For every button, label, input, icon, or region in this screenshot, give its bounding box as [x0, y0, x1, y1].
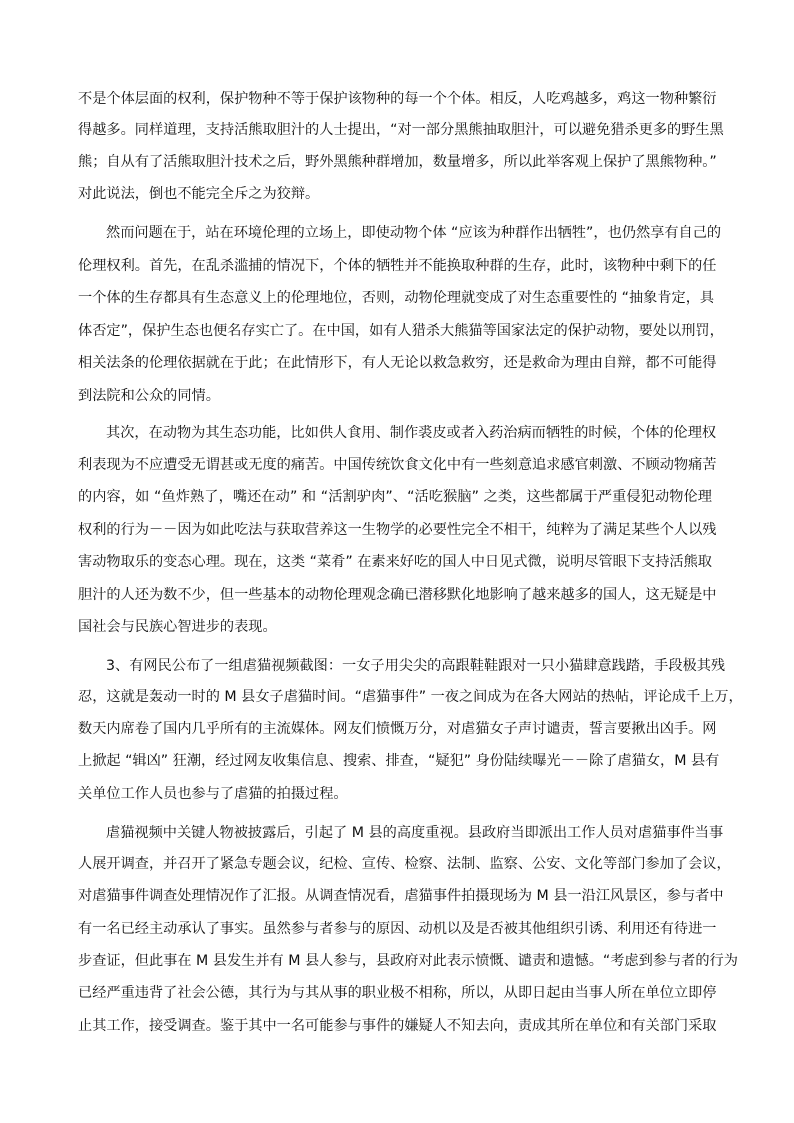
- text-line: 上掀起 “辑凶” 狂潮，经过网友收集信息、搜索、排查，“疑犯” 身份陆续曝光－－除了虐猫女，M 县有: [78, 753, 720, 769]
- text-line: 到法院和公众的同情。: [78, 388, 220, 404]
- text-line: 数天内席卷了国内几乎所有的主流媒体。网友们愤慨万分，对虐猫女子声讨谴责，誓言要揪出凶手。网: [78, 721, 717, 737]
- text-line: 关单位工作人员也参与了虐猫的拍摄过程。: [78, 786, 348, 802]
- text-line: 虐猫视频中关键人物被披露后，引起了 M 县的高度重视。县政府当即派出工作人员对虐猫事件当事: [106, 825, 724, 841]
- text-line: 有一名已经主动承认了事实。虽然参与者参与的原因、动机以及是否被其他组织引诱、利用还有待进一: [78, 921, 717, 937]
- text-line: 胆汁的人还为数不少，但一些基本的动物伦理观念确已潜移默化地影响了越来越多的国人，这无疑是中: [78, 587, 717, 603]
- text-line: 人展开调查，并召开了紧急专题会议，纪检、宣传、检察、法制、监察、公安、文化等部门参加了会议，: [78, 856, 731, 872]
- text-line: 其次，在动物为其生态功能，比如供人食用、制作裘皮或者入药治病而牺牲的时候，个体的伦理权: [106, 425, 717, 441]
- text-line: 已经严重违背了社会公德，其行为与其从事的职业极不相称，所以，从即日起由当事人所在单位立即停: [78, 985, 717, 1001]
- text-line: 伦理权利。首先，在乱杀滥捕的情况下，个体的牺牲并不能换取种群的生存，此时，该物种中剩下的任: [78, 258, 717, 274]
- text-line: 3、有网民公布了一组虐猫视频截图：一女子用尖尖的高跟鞋鞋跟对一只小猫肆意践踏，手段极其残: [106, 658, 726, 674]
- text-line: 然而问题在于，站在环境伦理的立场上，即使动物个体 “应该为种群作出牺牲”，也仍然享有自己的: [106, 225, 722, 241]
- text-line: 对虐猫事件调查处理情况作了汇报。从调查情况看，虐猫事件拍摄现场为 M 县一沿江风景区，参与者中: [78, 888, 724, 904]
- text-line: 相关法条的伦理依据就在于此；在此情形下，有人无论以救急救穷，还是救命为理由自辩，都不可能得: [78, 355, 717, 371]
- text-line: 的内容，如 “鱼炸熟了，嘴还在动” 和 “活割驴肉”、“活吃猴脑” 之类，这些都属于严重侵犯动物伦理: [78, 489, 712, 505]
- text-line: 熊；自从有了活熊取胆汁技术之后，野外黑熊种群增加，数量增多，所以此举客观上保护了黑熊物种。”: [78, 154, 717, 170]
- text-line: 步查证，但此事在 M 县发生并有 M 县人参与，县政府对此表示愤慨、谴责和遗憾。“考虑到参与者的行为: [78, 953, 738, 969]
- text-line: 权利的行为－－因为如此吃法与获取营养这一生物学的必要性完全不相干，纯粹为了满足某些个人以残: [78, 522, 717, 538]
- text-line: 忍，这就是轰动一时的 M 县女子虐猫时间。“虐猫事件” 一夜之间成为在各大网站的热帖，评论成千上万，: [78, 689, 743, 705]
- text-line: 体否定”，保护生态也便名存实亡了。在中国，如有人猎杀大熊猫等国家法定的保护动物，要处以刑罚，: [78, 323, 724, 339]
- text-line: 害动物取乐的变态心理。现在，这类 “菜肴” 在素来好吃的国人中日见式微，说明尽管眼下支持活熊取: [78, 554, 712, 570]
- text-line: 得越多。同样道理，支持活熊取胆汁的人士提出，“对一部分黑熊抽取胆汁，可以避免猎杀更多的野生黑: [78, 122, 724, 138]
- text-line: 利表现为不应遭受无谓甚或无度的痛苦。中国传统饮食文化中有一些刻意追求感官刺激、不顾动物痛苦: [78, 457, 717, 473]
- text-line: 对此说法，倒也不能完全斥之为狡辩。: [78, 186, 320, 202]
- text-line: 一个体的生存都具有生态意义上的伦理地位，否则，动物伦理就变成了对生态重要性的 “抽象肯定，具: [78, 290, 715, 306]
- text-line: 不是个体层面的权利，保护物种不等于保护该物种的每一个个体。相反，人吃鸡越多，鸡这一物种繁衍: [78, 91, 717, 107]
- text-line: 国社会与民族心智进步的表现。: [78, 619, 277, 635]
- text-line: 止其工作，接受调查。鉴于其中一名可能参与事件的嫌疑人不知去向，责成其所在单位和有关部门采取: [78, 1018, 717, 1034]
